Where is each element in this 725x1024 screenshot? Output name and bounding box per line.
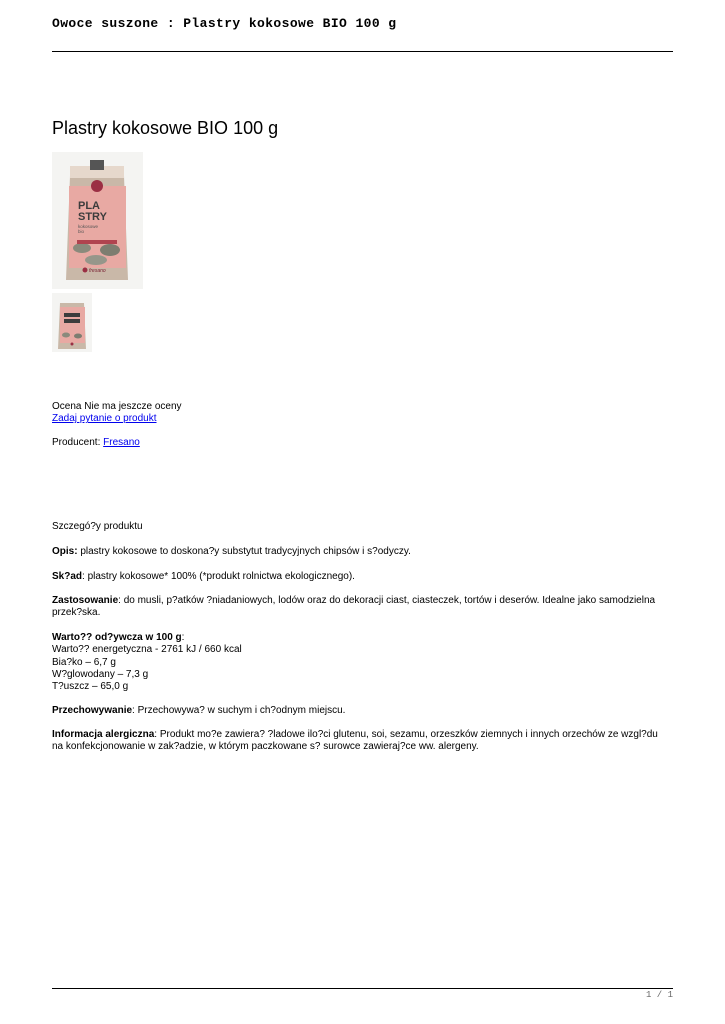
storage-paragraph [52, 705, 667, 717]
description-paragraph [52, 546, 667, 558]
package-text-line4: bio [78, 229, 85, 234]
product-image[interactable] [52, 152, 143, 289]
header-rule [52, 51, 673, 52]
usage-text: : do musli, p?atków ?niadaniowych, lodów oraz do dekoracji ciast, ciasteczek, tortów i deserów. Idealne jako samodzielna przek?ska. [52, 595, 656, 619]
storage-label: Przechowywanie [52, 705, 133, 716]
ask-question-link[interactable]: Zadaj pytanie o produkt [52, 413, 157, 425]
ingredients-text: : plastry kokosowe* 100% (*produkt rolnictwa ekologicznego). [82, 571, 355, 582]
package-brand: fresano [89, 268, 106, 274]
ingredients-paragraph [52, 571, 667, 583]
rating-label: Ocena [52, 401, 82, 412]
nutrition-line: Bia?ko – 6,7 g [52, 656, 116, 668]
description-label: Opis: [52, 546, 78, 557]
allergy-paragraph [52, 729, 667, 754]
usage-label: Zastosowanie [52, 595, 119, 606]
producer-label: Producent: [52, 437, 101, 448]
allergy-text: : Produkt mo?e zawiera? ?ladowe ilo?ci glutenu, soi, sezamu, orzeszków ziemnych i innych orzechów ze wzgl?du na konfekcjonowanie w zak?adzie, w którym paczkowane s? surowce zawieraj?ce ww. alergeny. [52, 729, 658, 753]
rating-block [52, 401, 667, 426]
nutrition-line: Warto?? energetyczna - 2761 kJ / 660 kcal [52, 644, 242, 656]
product-thumbnail[interactable] [52, 293, 92, 352]
package-text-line3: kokosowe [78, 224, 99, 229]
description-text: plastry kokosowe to doskona?y substytut tradycyjnych chipsów i s?odyczy. [77, 546, 411, 557]
ingredients-label: Sk?ad [52, 571, 83, 582]
rating-value: Nie ma jeszcze oceny [84, 401, 182, 412]
footer-rule [52, 988, 673, 989]
nutrition-line: W?glowodany – 7,3 g [52, 668, 149, 680]
storage-text: : Przechowywa? w suchym i ch?odnym miejscu. [132, 705, 346, 716]
details-heading: Szczegó?y produktu [52, 521, 143, 532]
producer-block [52, 437, 667, 449]
document-header-title: Owoce suszone : Plastry kokosowe BIO 100 g [52, 16, 397, 31]
package-text-line1: PLA [78, 200, 100, 212]
nutrition-block [52, 632, 667, 693]
page-number: 1 / 1 [645, 990, 673, 1000]
nutrition-line: T?uszcz – 65,0 g [52, 681, 129, 693]
allergy-label: Informacja alergiczna [52, 729, 155, 740]
package-text-line2: STRY [78, 211, 107, 223]
nutrition-label: Warto?? od?ywcza w 100 g [52, 632, 182, 643]
product-title: Plastry kokosowe BIO 100 g [52, 118, 279, 138]
nutrition-colon: : [181, 632, 185, 643]
producer-link[interactable]: Fresano [103, 437, 140, 448]
usage-paragraph [52, 595, 667, 620]
